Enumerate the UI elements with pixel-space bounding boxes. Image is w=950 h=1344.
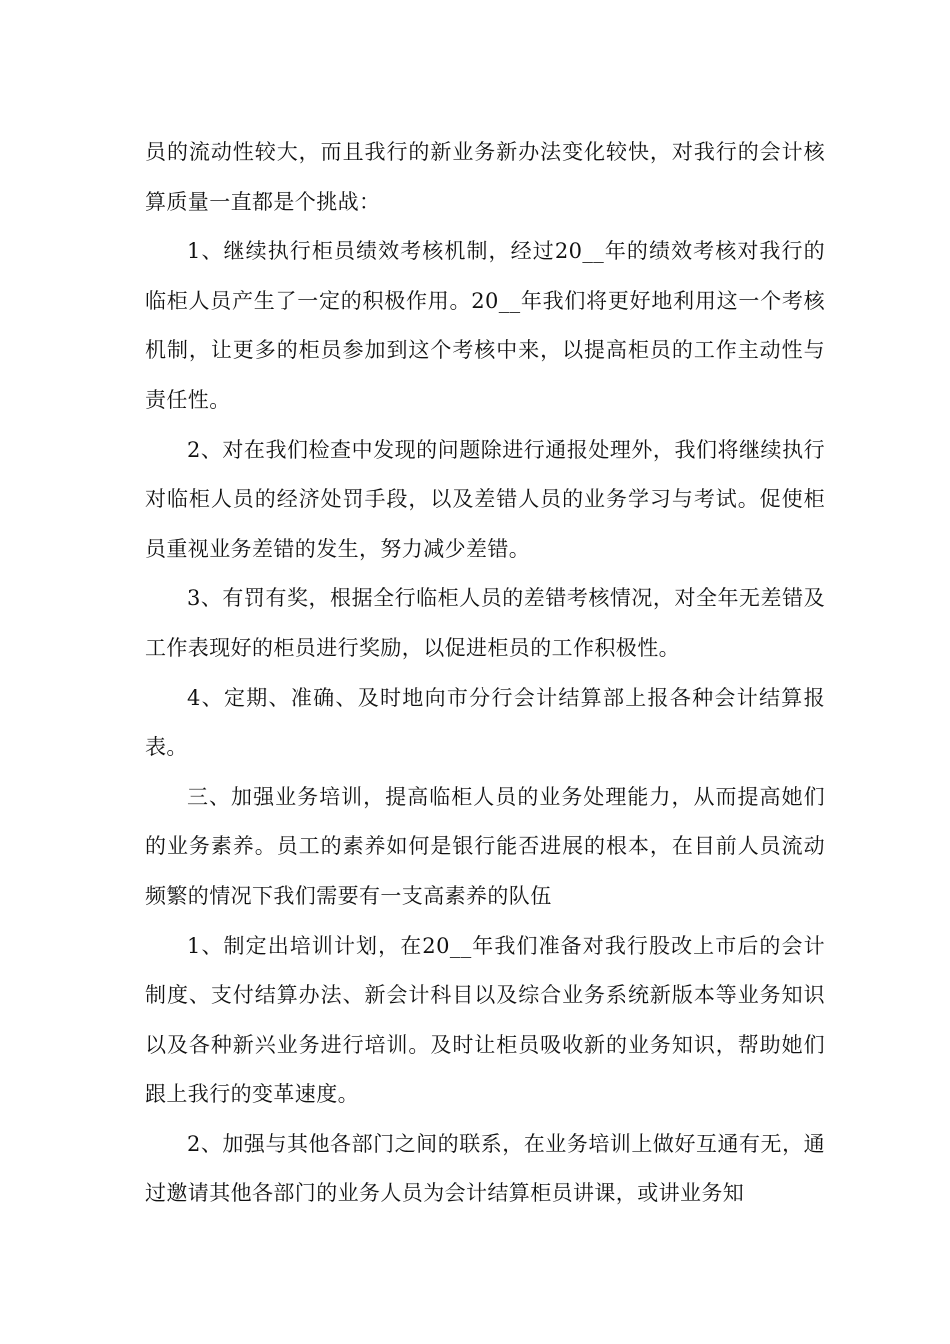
paragraph-item-3-reward: 3、有罚有奖，根据全行临柜人员的差错考核情况，对全年无差错及工作表现好的柜员进行奖励，以促进柜员的工作积极性。 (145, 586, 825, 660)
paragraph-training-item-2: 2、加强与其他各部门之间的联系，在业务培训上做好互通有无，通过邀请其他各部门的业务人员为会计结算柜员讲课，或讲业务知 (145, 1131, 825, 1206)
paragraph-intro: 员的流动性较大，而且我行的新业务新办法变化较快，对我行的会计核算质量一直都是个挑战： (145, 140, 825, 214)
document-body (145, 128, 825, 1219)
paragraph-training-item-1: 1、制定出培训计划，在20__年我们准备对我行股改上市后的会计制度、支付结算办法、新会计科目以及综合业务系统新版本等业务知识以及各种新兴业务进行培训。及时让柜员吸收新的业务知识，帮助她们跟上我行的变革速度。 (145, 933, 825, 1107)
paragraph-item-1-performance: 1、继续执行柜员绩效考核机制，经过20__年的绩效考核对我行的临柜人员产生了一定的积极作用。20__年我们将更好地利用这一个考核机制，让更多的柜员参加到这个考核中来，以提高柜员的工作主动性与责任性。 (145, 239, 825, 412)
paragraph-item-2-penalty: 2、对在我们检查中发现的问题除进行通报处理外，我们将继续执行对临柜人员的经济处罚手段，以及差错人员的业务学习与考试。促使柜员重视业务差错的发生，努力减少差错。 (145, 437, 825, 561)
paragraph-item-4-reports: 4、定期、准确、及时地向市分行会计结算部上报各种会计结算报表。 (145, 685, 825, 760)
paragraph-section-3-training: 三、加强业务培训，提高临柜人员的业务处理能力，从而提高她们的业务素养。员工的素养如何是银行能否进展的根本，在目前人员流动频繁的情况下我们需要有一支高素养的队伍 (145, 784, 825, 908)
